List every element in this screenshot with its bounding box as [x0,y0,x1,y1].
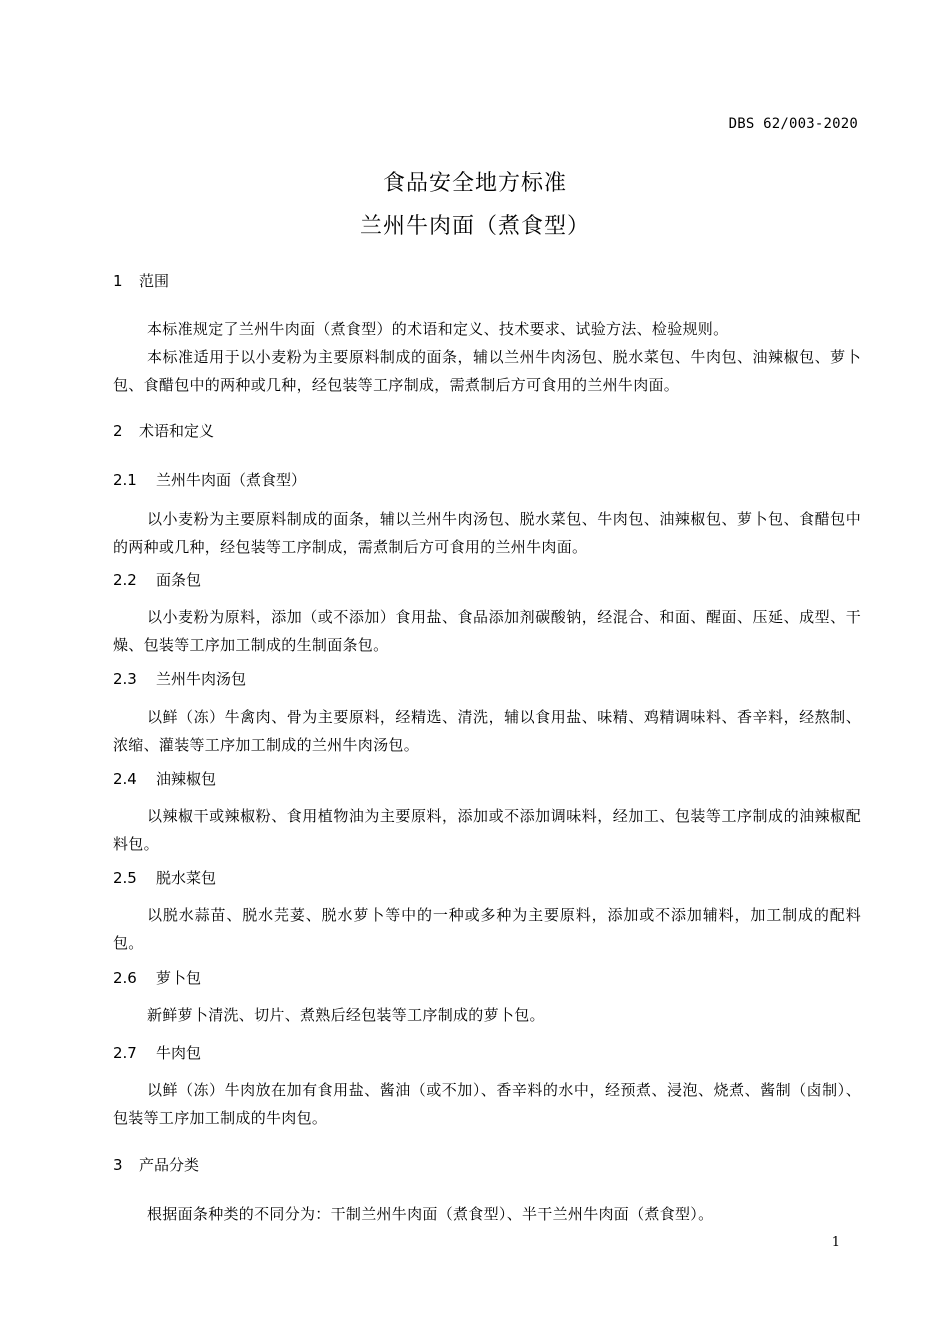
subsection-number: 2.7 [113,1044,137,1062]
subsection-heading-2-1 [113,469,306,490]
subsection-title: 兰州牛肉面（煮食型） [156,471,307,489]
subsection-number: 2.6 [113,969,137,987]
subsection-title: 油辣椒包 [156,770,217,788]
subsection-heading-2-4 [113,768,216,789]
standard-code: DBS 62/003-2020 [728,116,858,132]
subsection-number: 2.4 [113,770,137,788]
paragraph-2-7: 以鲜（冻）牛肉放在加有食用盐、酱油（或不加）、香辛料的水中，经预煮、浸泡、烧煮、酱制（卤制）、包装等工序加工制成的牛肉包。 [113,1081,861,1127]
subsection-title: 牛肉包 [156,1044,202,1062]
document-title-line-2: 兰州牛肉面（煮食型） [359,214,590,239]
paragraph-2-1: 以小麦粉为主要原料制成的面条，辅以兰州牛肉汤包、脱水菜包、牛肉包、油辣椒包、萝卜包、食醋包中的两种或几种，经包装等工序制成，需煮制后方可食用的兰州牛肉面。 [113,510,861,556]
section-title: 范围 [139,272,170,290]
subsection-number: 2.2 [113,571,137,589]
paragraph-2-2: 以小麦粉为原料，添加（或不添加）食用盐、食品添加剂碳酸钠，经混合、和面、醒面、压延、成型、干燥、包装等工序加工制成的生制面条包。 [113,608,861,654]
section-heading-2 [113,420,214,441]
subsection-number: 2.3 [113,670,137,688]
paragraph-2-5: 以脱水蒜苗、脱水芫荽、脱水萝卜等中的一种或多种为主要原料，添加或不添加辅料，加工制成的配料包。 [113,906,861,952]
document-title-line-1: 食品安全地方标准 [382,171,567,196]
subsection-title: 萝卜包 [156,969,202,987]
subsection-title: 兰州牛肉汤包 [156,670,247,688]
subsection-number: 2.1 [113,471,137,489]
section-heading-1 [113,270,169,291]
paragraph-2-3: 以鲜（冻）牛禽肉、骨为主要原料，经精选、清洗，辅以食用盐、味精、鸡精调味料、香辛料，经熬制、浓缩、灌装等工序加工制成的兰州牛肉汤包。 [113,708,861,754]
section-number: 3 [113,1156,123,1174]
subsection-heading-2-5 [113,867,216,888]
subsection-title: 脱水菜包 [156,869,217,887]
subsection-heading-2-6 [113,967,201,988]
subsection-heading-2-2 [113,569,201,590]
paragraph-scope-2: 本标准适用于以小麦粉为主要原料制成的面条，辅以兰州牛肉汤包、脱水菜包、牛肉包、油辣椒包、萝卜包、食醋包中的两种或几种，经包装等工序制成，需煮制后方可食用的兰州牛肉面。 [113,348,861,394]
section-heading-3 [113,1154,199,1175]
subsection-title: 面条包 [156,571,202,589]
paragraph-3: 根据面条种类的不同分为：干制兰州牛肉面（煮食型）、半干兰州牛肉面（煮食型）。 [147,1205,714,1223]
paragraph-2-6: 新鲜萝卜清洗、切片、煮熟后经包装等工序制成的萝卜包。 [147,1006,545,1024]
subsection-number: 2.5 [113,869,137,887]
section-number: 2 [113,422,123,440]
section-title: 术语和定义 [139,422,215,440]
section-number: 1 [113,272,123,290]
paragraph-2-4: 以辣椒干或辣椒粉、食用植物油为主要原料，添加或不添加调味料，经加工、包装等工序制成的油辣椒配料包。 [113,807,861,853]
page-number: 1 [831,1235,840,1250]
section-title: 产品分类 [139,1156,200,1174]
subsection-heading-2-7 [113,1042,201,1063]
paragraph-scope-1: 本标准规定了兰州牛肉面（煮食型）的术语和定义、技术要求、试验方法、检验规则。 [147,320,729,338]
subsection-heading-2-3 [113,668,246,689]
